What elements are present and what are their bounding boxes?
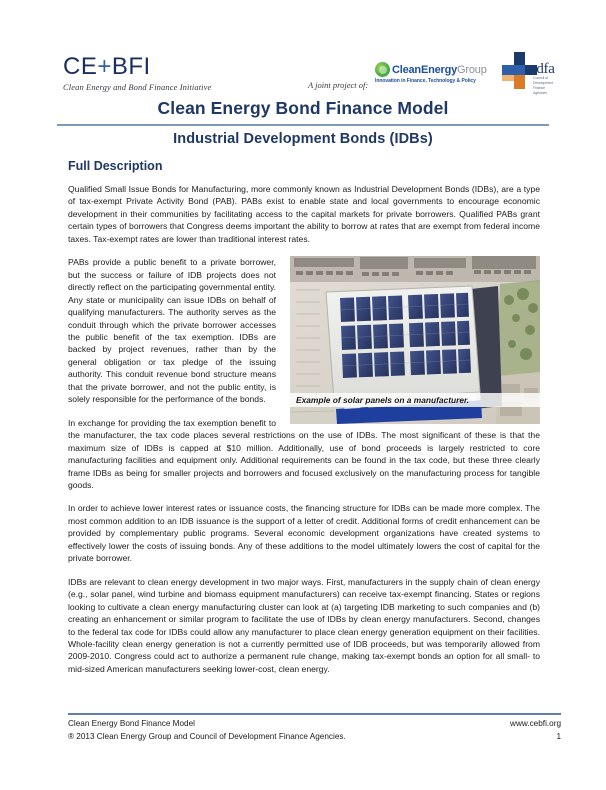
page-subtitle: Industrial Development Bonds (IDBs) [173, 131, 433, 147]
leaf-swirl-icon [375, 62, 390, 77]
cebfi-logo-ce: CE [63, 53, 98, 80]
cebfi-logo-wordmark [63, 55, 211, 79]
footer-copyright: ® 2013 Clean Energy Group and Council of Development Finance Agencies. [68, 732, 346, 741]
footer-website-url[interactable]: www.cebfi.org [510, 719, 561, 728]
plus-icon: + [97, 53, 112, 80]
paragraph-4: In order to achieve lower interest rates or issuance costs, the financing structure for IDBs can be made more complex. The most common addition to an IDB issuance is the support of a letter of credit. Additional forms of credit enhancement can be provided by complementary public programs. Several economic development organizations have created systems to effectively lower the costs of issuing bonds. Any of these additions to the model ultimately lowers the cost of capital for the private borrower. [68, 503, 540, 564]
page-title: Clean Energy Bond Finance Model [157, 98, 449, 118]
title-divider [57, 124, 549, 126]
joint-project-label: A joint project of: [308, 80, 369, 90]
cebfi-logo [63, 55, 211, 92]
ceg-logo-tagline: Innovation in Finance, Technology & Policy [375, 78, 476, 84]
cebfi-logo-tagline: Clean Energy and Bond Finance Initiative [63, 82, 212, 92]
ceg-logo-wordmark [392, 64, 487, 76]
footer-divider [68, 713, 561, 715]
document-body [68, 183, 540, 675]
ceg-name-light: Group [457, 63, 487, 76]
cebfi-logo-bfi: BFI [111, 53, 151, 80]
footer-doc-name: Clean Energy Bond Finance Model [68, 719, 195, 728]
paragraph-5: IDBs are relevant to clean energy development in two major ways. First, manufacturers in the supply chain of clean energy (e.g., solar panel, wind turbine and biomass equipment manufacturers) can receive tax-exempt financing. States or regions looking to cultivate a clean energy manufacturing cluster can look at (a) targeting IDB marketing to such companies and (b) creating an enhancement or similar program to facilitate the use of IDBs by clean energy manufacturers. Second, changes to the federal tax code for IDBs could allow any manufacturer to place clean energy generation equipment on their facilities. Whole-facility clean energy generation is not a currently permitted use of IDB proceeds, but was temporarily allowed from 2009-2010. Congress could act to authorize a permanent rule change, making tax-exempt bonds an option for all small- to mid-sized American manufacturers seeking lower-cost, clean energy. [68, 576, 540, 674]
figure-solar-manufacturer [290, 256, 540, 424]
document-footer [68, 717, 561, 743]
footer-page-number: 1 [556, 732, 561, 741]
cdfa-wordmark: cdfa [530, 61, 555, 77]
cdfa-logo [500, 52, 562, 96]
document-header [0, 0, 606, 100]
paragraph-3: In exchange for providing the tax exemption benefit to the manufacturer, the tax code places several restrictions on the use of IDBs. The most significant of these is that the maximum size of IDBs is capped at $10 million. Additionally, use of bond proceeds is largely restricted to core manufacturing facilities and equipment only. Additional requirements can be found in the tax code, but these three clearly frame IDBs as being for smaller projects and borrowers and focused exclusively on the manufacturing process for tangible goods. [68, 417, 540, 490]
cdfa-logo-subtext: Council of Development Finance Agencies [533, 76, 553, 95]
paragraph-2: PABs provide a public benefit to a private borrower, but the success or failure of IDB projects does not directly reflect on the participating governmental entity. Any state or municipality can issue IDBs on behalf of qualifying manufacturers. The authority serves as the conduit through which the private borrower accesses the public benefit of the tax exemption. IDBs are backed by project revenues, rather than by the general obligation or tax pledge of the issuing authority. This conduit revenue bond structure means that the private borrower, and not the public entity, is solely responsible for the performance of the bonds. [68, 257, 276, 405]
paragraph-1: Qualified Small Issue Bonds for Manufacturing, more commonly known as Industrial Development Bonds (IDBs), are a type of tax-exempt Private Activity Bond (PAB). PABs exist to enable state and local governments to encourage economic development in their communities by facilitating access to the capital markets for private borrowers. Qualified PABs grant certain types of borrowers that Congress deems important the ability to borrow at rates that are exempt from federal income taxes. Tax-exempt rates are lower than traditional interest rates. [68, 184, 540, 244]
figure-caption: Example of solar panels on a manufacturer. [290, 393, 540, 407]
clean-energy-group-logo [375, 62, 487, 84]
ceg-name-bold: CleanEnergy [392, 63, 458, 76]
section-heading-full-description: Full Description [68, 159, 163, 173]
